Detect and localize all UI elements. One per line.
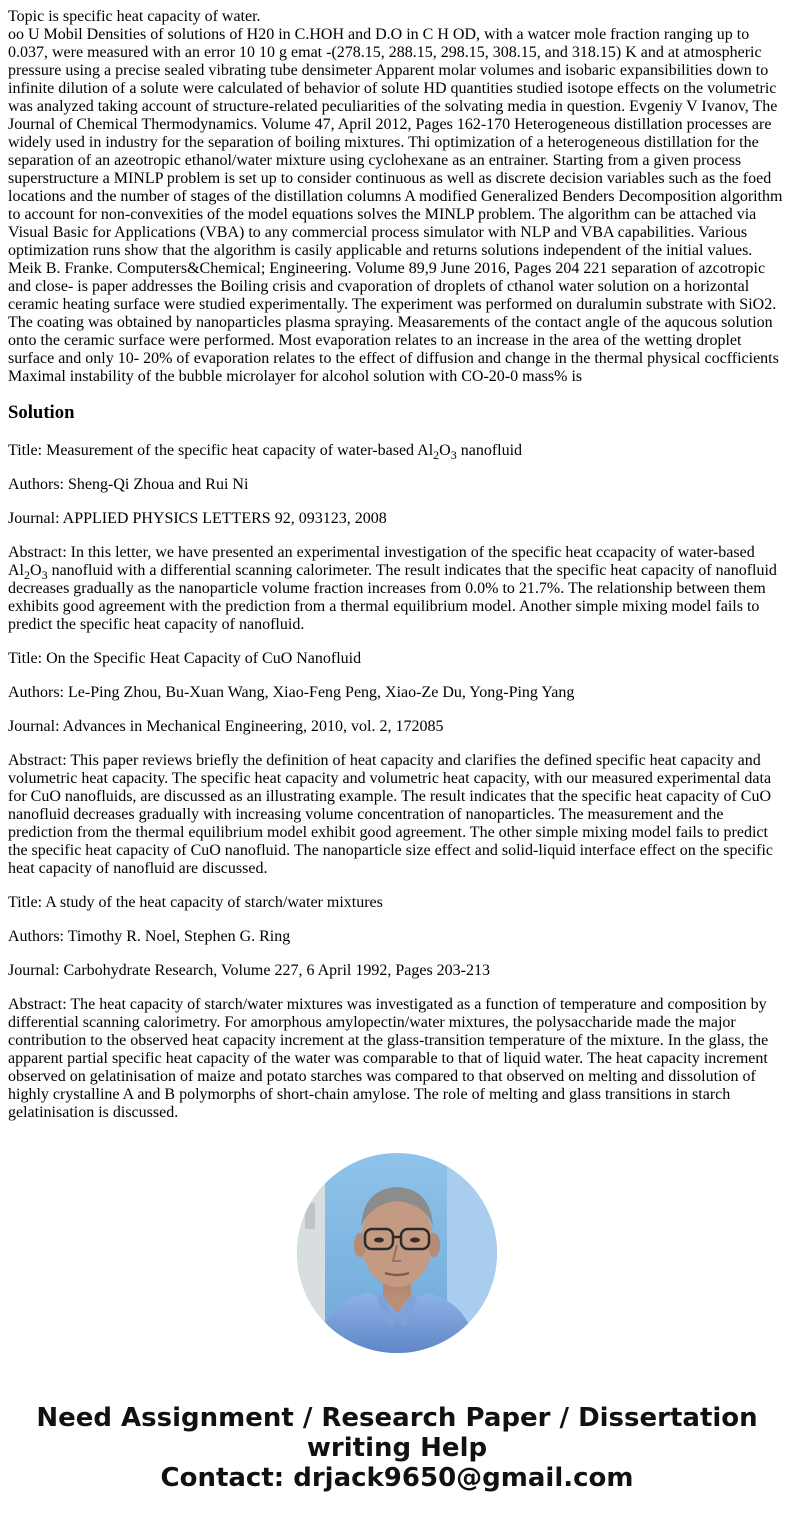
entry-abstract: Abstract: This paper reviews briefly the definition of heat capacity and clarifies the defined specific heat capacity and volumetric heat capacity. The specific heat capacity and volumetric heat capacity, with our measured experimental data for CuO nanofluids, are discussed as an illustrating example. The result indicates that the specific heat capacity of CuO nanofluid decreases gradually with increasing volume concentration of nanoparticles. The measurement and the prediction from the thermal equilibrium model exhibit good agreement. The other simple mixing model fails to predict the specific heat capacity of CuO nanofluid. The nanoparticle size effect and solid-liquid interface effect on the specific heat capacity of nanofluid are discussed. (8, 752, 774, 877)
entry-journal: Journal: APPLIED PHYSICS LETTERS 92, 093123, 2008 (8, 510, 387, 527)
entry-authors: Authors: Timothy R. Noel, Stephen G. Ring (8, 928, 291, 945)
question-topic: Topic is specific heat capacity of water. (8, 8, 261, 25)
entry-abstract: Abstract: In this letter, we have presented an experimental investigation of the specific heat ccapacity of water-based $Al_2O_3$ nanofluid with a differential scanning calorimeter. The result indicates that the specific heat capacity of nanofluid decreases gradually as the nanoparticle volume fraction increases from 0.0% to 21.7%. The relationship between them exhibits good agreement with the prediction from a thermal equilibrium model. Another simple mixing model fails to predict the specific heat capacity of nanofluid. (8, 544, 777, 633)
entry-journal: Journal: Advances in Mechanical Engineering, 2010, vol. 2, 172085 (8, 718, 444, 735)
person-portrait-image (297, 1153, 497, 1353)
entry-authors: Authors: Le-Ping Zhou, Bu-Xuan Wang, Xiao-Feng Peng, Xiao-Ze Du, Yong-Ping Yang (8, 684, 575, 701)
banner-line: writing Help (306, 1433, 488, 1463)
solution-entry (8, 650, 786, 878)
contact-email: Contact: drjack9650@gmail.com (160, 1463, 634, 1493)
help-contact-banner (0, 1403, 794, 1493)
author-photo (297, 1153, 497, 1353)
solution-entry (8, 894, 786, 1122)
question-body: oo U Mobil Densities of solutions of H20 in C.HOH and D.O in C H OD, with a watcer mole fraction ranging up to 0.037, were measured with an error 10 10 g emat -(278.15, 288.15, 298.15, 308.15, and 318.15) K and at atmospheric pressure using a precise sealed vibrating tube densimeter Apparent molar volumes and isobaric expansibilities down to infinite dilution of a solute were calculated of behavior of solute HD quantities studied isotope effects on the volumetric was analyzed taking account of structure-related peculiarities of the solvating media in question. Evgeniy V Ivanov, The Journal of Chemical Thermodynamics. Volume 47, April 2012, Pages 162-170 Heterogeneous distillation processes are widely used in industry for the separation of boiling mixtures. Thi optimization of a heterogeneous distillation for the separation of an azeotropic ethanol/water mixture using cyclohexane as an entrainer. Starting from a given process superstructure a MINLP problem is set up to consider continuous as well as discrete decision variables such as the foed locations and the number of stages of the distillation columns A modified Generalized Benders Decomposition algorithm to account for non-convexities of the model equations solves the MINLP problem. The algorithm can be attached via Visual Basic for Applications (VBA) to any commercial process simulator with NLP and VBA capabilities. Various optimization runs show that the algorithm is casily applicable and returns solutions independent of the initial values. Meik B. Franke. Computers&Chemical; Engineering. Volume 89,9 June 2016, Pages 204 221 separation of azcotropic and close- is paper addresses the Boiling crisis and cvaporation of droplets of cthanol water solution on a horizontal ceramic heating surface were studied experimentally. The experiment was performed on duralumin substrate with SiO2. The coating was obtained by nanoparticles plasma spraying. Measarements of the contact angle of the aqucous solution onto the ceramic surface were performed. Most evaporation relates to an increase in the area of the wetting droplet surface and only 10- 20% of evaporation relates to the effect of diffusion and change in the thermal physical cocfficients Maximal instability of the bubble microlayer for alcohol solution with CO-20-0 mass% is (8, 26, 783, 385)
solution-heading: Solution (8, 402, 75, 423)
entry-abstract: Abstract: The heat capacity of starch/water mixtures was investigated as a function of temperature and composition by differential scanning calorimetry. For amorphous amylopectin/water mixtures, the polysaccharide made the major contribution to the observed heat capacity increment at the glass-transition temperature of the mixture. In the glass, the apparent partial specific heat capacity of the water was comparable to that of liquid water. The heat capacity increment observed on gelatinisation of maize and potato starches was compared to that observed on melting and dissolution of highly crystalline A and B polymorphs of short-chain amylose. The role of melting and glass transitions in starch gelatinisation is discussed. (8, 996, 769, 1121)
entry-title: Title: Measurement of the specific heat capacity of water-based $Al_2O_3$ nanofluid (8, 442, 523, 462)
banner-line: Need Assignment / Research Paper / Dissertation (36, 1403, 758, 1433)
entry-authors: Authors: Sheng-Qi Zhoua and Rui Ni (8, 476, 249, 493)
question-block (8, 8, 786, 386)
document-content (8, 8, 786, 1122)
entry-title: Title: A study of the heat capacity of starch/water mixtures (8, 894, 383, 911)
solution-entry (8, 442, 786, 634)
entry-journal: Journal: Carbohydrate Research, Volume 227, 6 April 1992, Pages 203-213 (8, 962, 490, 979)
entry-title: Title: On the Specific Heat Capacity of CuO Nanofluid (8, 650, 362, 667)
